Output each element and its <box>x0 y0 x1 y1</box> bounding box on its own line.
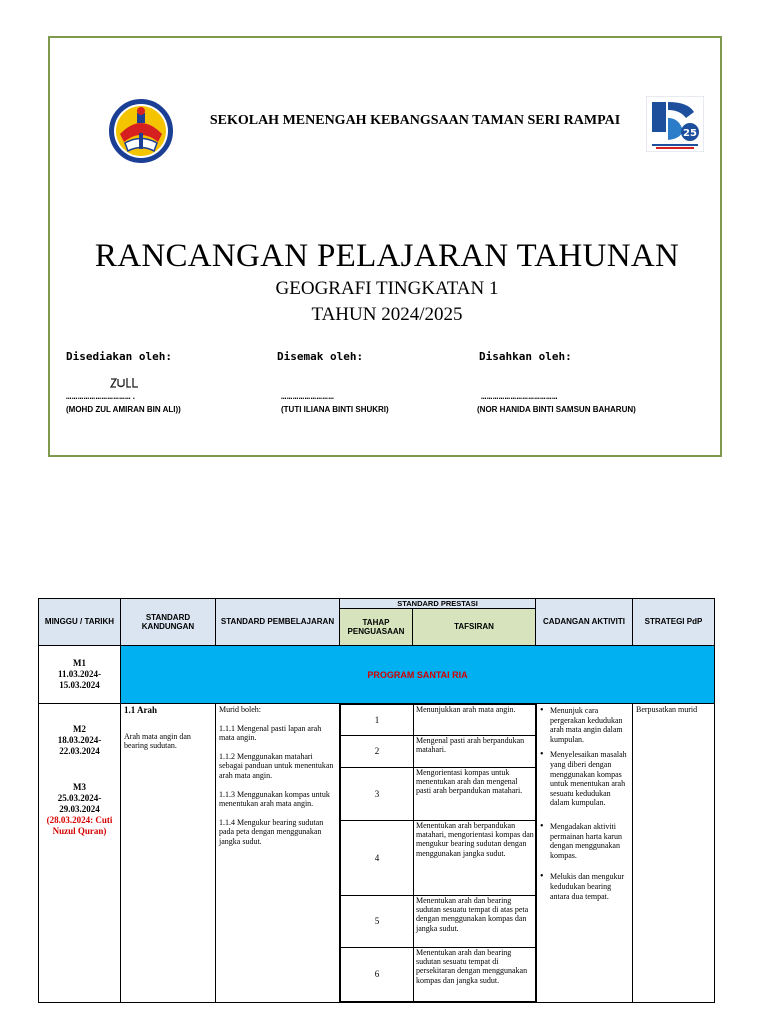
holiday-note: (28.03.2024: Cuti Nuzul Quran) <box>46 814 113 836</box>
header-pembelajaran: STANDARD PEMBELAJARAN <box>216 599 340 646</box>
prestasi-row <box>341 896 537 948</box>
week-number: M3 <box>73 782 86 793</box>
aktiviti-item: • Melukis dan mengukur kedudukan bearing antara dua tempat. <box>540 872 630 901</box>
pembelajaran-item: 1.1.1 Mengenal pasti lapan arah mata angin. <box>219 723 322 743</box>
prestasi-level: 6 <box>341 948 414 1002</box>
prestasi-cell <box>340 704 536 1003</box>
year-title: TAHUN 2024/2025 <box>311 304 463 325</box>
signatory-role: Disediakan oleh: <box>66 350 172 363</box>
aktiviti-item: • Menyelesaikan masalah yang diberi dengan menggunakan kompas untuk menentukan arah sesuatu kedudukan dalam kumpulan. <box>540 750 630 808</box>
pembelajaran-item: 1.1.2 Menggunakan matahari sebagai panduan untuk menentukan arah mata angin. <box>219 751 334 780</box>
signature-line: ……………………………. <box>66 392 138 402</box>
kandungan-desc: Arah mata angin dan bearing sudutan. <box>124 731 191 751</box>
subject-title: GEOGRAFI TINGKATAN 1 <box>275 278 499 299</box>
signatory-role: Disahkan oleh: <box>479 350 572 363</box>
signatory-approved <box>477 350 636 414</box>
prestasi-desc: Menentukan arah berpandukan matahari, mengorientasi kompas dan mengukur bearing sudutan dengan menggunakan jangka sudut. <box>414 821 537 896</box>
prestasi-desc: Menunjukkan arah mata angin. <box>414 705 537 736</box>
pembelajaran-item: 1.1.4 Mengukur bearing sudutan pada peta dengan menggunakan jangka sudut. <box>219 817 324 846</box>
week-cell <box>39 646 121 704</box>
signature-line: ………………………………… <box>481 392 558 402</box>
cover-box <box>48 36 722 457</box>
school-crest-logo <box>108 98 174 164</box>
signatory-checked <box>277 350 389 414</box>
prestasi-level: 4 <box>341 821 414 896</box>
header-prestasi: STANDARD PRESTASI <box>340 599 536 609</box>
prestasi-desc: Mengenal pasti arah berpandukan matahari. <box>414 736 537 768</box>
prestasi-level: 3 <box>341 768 414 821</box>
prestasi-table <box>340 704 537 1002</box>
anniversary-logo <box>646 96 704 152</box>
week-dates: 18.03.2024-22.03.2024 <box>57 734 102 756</box>
prestasi-row <box>341 736 537 768</box>
prestasi-row <box>341 948 537 1002</box>
signatory-name: (MOHD ZUL AMIRAN BIN ALI)) <box>66 405 181 414</box>
pembelajaran-item: Murid boleh: <box>219 705 261 714</box>
prestasi-level: 1 <box>341 705 414 736</box>
header-kandungan: STANDARD KANDUNGAN <box>121 599 216 646</box>
prestasi-desc: Menentukan arah dan bearing sudutan sesuatu tempat di persekitaran dengan menggunakan kompas dan jangka sudut. <box>414 948 537 1002</box>
kandungan-cell <box>121 704 216 1003</box>
aktiviti-cell <box>536 704 633 1003</box>
prestasi-desc: Menentukan arah dan bearing sudutan sesuatu tempat di atas peta dengan menggunakan kompas dan jangka sudut. <box>414 896 537 948</box>
signatory-role: Disemak oleh: <box>277 350 364 363</box>
kandungan-title: 1.1 Arah <box>124 705 158 715</box>
pembelajaran-item: 1.1.3 Menggunakan kompas untuk menentukan arah mata angin. <box>219 789 330 809</box>
header-aktiviti: CADANGAN AKTIVITI <box>536 599 633 646</box>
header-tafsiran: TAFSIRAN <box>413 609 536 646</box>
program-banner: PROGRAM SANTAI RIA <box>121 646 715 704</box>
week-cell <box>39 704 121 1003</box>
header-minggu: MINGGU / TARIKH <box>39 599 121 646</box>
strategi-cell: Berpusatkan murid <box>633 704 715 1003</box>
header-tahap: TAHAP PENGUASAAN <box>340 609 413 646</box>
header-strategi: STRATEGI PdP <box>633 599 715 646</box>
aktiviti-item: • Mengadakan aktiviti permainan harta karun dengan menggunakan kompas. <box>540 822 630 860</box>
prestasi-row <box>341 768 537 821</box>
signatory-name: (NOR HANIDA BINTI SAMSUN BAHARUN) <box>477 405 636 414</box>
logo-25-text: 25 <box>683 128 697 139</box>
handwritten-signature <box>110 376 140 390</box>
signatory-name: (TUTI ILIANA BINTI SHUKRI) <box>281 405 389 414</box>
pembelajaran-cell <box>216 704 340 1003</box>
table-row-program <box>39 646 715 704</box>
prestasi-level: 2 <box>341 736 414 768</box>
yearly-plan-table <box>38 598 715 1003</box>
week-block <box>39 782 120 836</box>
prestasi-row <box>341 821 537 896</box>
prestasi-desc: Mengorientasi kompas untuk menentukan arah dan mengenal pasti arah berpandukan matahari. <box>414 768 537 821</box>
prestasi-row <box>341 705 537 736</box>
signature-line: ……………………… <box>281 392 335 402</box>
week-number: M1 <box>73 658 86 668</box>
week-block <box>39 724 120 756</box>
aktiviti-item: • Menunjuk cara pergerakan kedudukan arah mata angin dalam kumpulan. <box>540 706 630 744</box>
week-dates: 25.03.2024-29.03.2024 <box>57 793 102 814</box>
week-number: M2 <box>73 724 86 734</box>
week-dates: 11.03.2024-15.03.2024 <box>57 668 101 690</box>
document-title: RANCANGAN PELAJARAN TAHUNAN <box>94 238 680 274</box>
prestasi-level: 5 <box>341 896 414 948</box>
table-row-main <box>39 704 715 1003</box>
aktiviti-list <box>536 704 632 901</box>
signatory-prepared <box>66 350 181 414</box>
school-name: SEKOLAH MENENGAH KEBANGSAAN TAMAN SERI RAMPAI <box>209 113 621 128</box>
